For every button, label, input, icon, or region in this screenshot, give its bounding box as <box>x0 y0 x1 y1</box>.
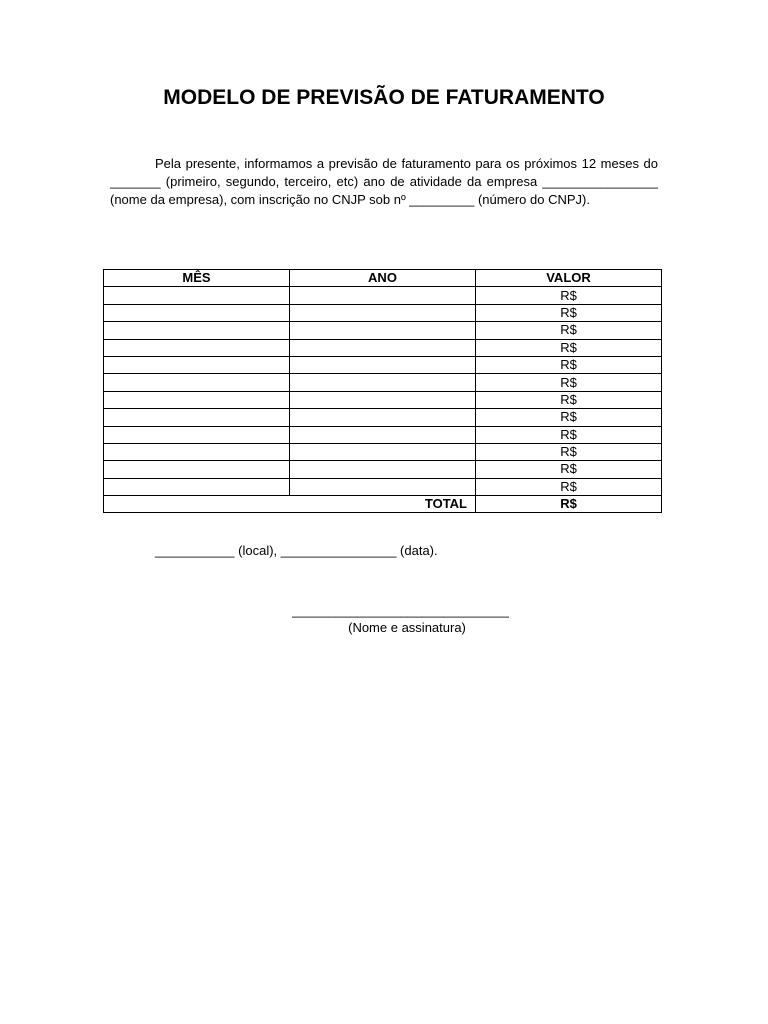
table-header-row <box>104 270 662 287</box>
cell-ano <box>290 304 476 321</box>
cell-mes <box>104 409 290 426</box>
cell-mes <box>104 304 290 321</box>
cell-ano <box>290 374 476 391</box>
cell-mes <box>104 322 290 339</box>
table-row <box>104 339 662 356</box>
cell-ano <box>290 339 476 356</box>
table-row <box>104 426 662 443</box>
cell-valor: R$ <box>476 322 662 339</box>
table-row <box>104 304 662 321</box>
document-title: MODELO DE PREVISÃO DE FATURAMENTO <box>163 86 605 109</box>
intro-paragraph: Pela presente, informamos a previsão de faturamento para os próximos 12 meses do _______ (primeiro, segundo, terceiro, etc) ano de atividade da empresa ________________ (nome da empresa), com inscrição no CNJP sob nº _________ (número do CNPJ). <box>110 156 658 207</box>
cell-ano <box>290 409 476 426</box>
total-value: R$ <box>476 496 662 513</box>
table-row <box>104 478 662 495</box>
cell-mes <box>104 443 290 460</box>
cell-valor: R$ <box>476 478 662 495</box>
table-row <box>104 409 662 426</box>
cell-mes <box>104 391 290 408</box>
cell-valor: R$ <box>476 461 662 478</box>
header-valor: VALOR <box>476 270 662 287</box>
table-row <box>104 443 662 460</box>
cell-valor: R$ <box>476 391 662 408</box>
cell-valor: R$ <box>476 443 662 460</box>
cell-ano <box>290 356 476 373</box>
cell-mes <box>104 374 290 391</box>
cell-ano <box>290 391 476 408</box>
cell-valor: R$ <box>476 287 662 304</box>
table-row <box>104 374 662 391</box>
place-date-line: ___________ (local), ________________ (data). <box>155 543 438 558</box>
table-body <box>104 287 662 496</box>
total-label: TOTAL <box>104 496 476 513</box>
cell-mes <box>104 426 290 443</box>
signature-line: ______________________________ <box>292 603 509 618</box>
cell-mes <box>104 287 290 304</box>
cell-ano <box>290 322 476 339</box>
cell-ano <box>290 478 476 495</box>
cell-valor: R$ <box>476 409 662 426</box>
cell-ano <box>290 461 476 478</box>
cell-ano <box>290 426 476 443</box>
table-row <box>104 356 662 373</box>
cell-mes <box>104 339 290 356</box>
cell-valor: R$ <box>476 374 662 391</box>
cell-mes <box>104 356 290 373</box>
table-row <box>104 322 662 339</box>
cell-ano <box>290 443 476 460</box>
header-mes: MÊS <box>104 270 290 287</box>
forecast-table <box>103 269 662 513</box>
total-row <box>104 496 662 513</box>
cell-valor: R$ <box>476 426 662 443</box>
cell-mes <box>104 461 290 478</box>
table-row <box>104 391 662 408</box>
cell-valor: R$ <box>476 356 662 373</box>
cell-mes <box>104 478 290 495</box>
header-ano: ANO <box>290 270 476 287</box>
cell-valor: R$ <box>476 339 662 356</box>
table-row <box>104 461 662 478</box>
signature-caption: (Nome e assinatura) <box>348 620 466 635</box>
cell-ano <box>290 287 476 304</box>
table-row <box>104 287 662 304</box>
cell-valor: R$ <box>476 304 662 321</box>
